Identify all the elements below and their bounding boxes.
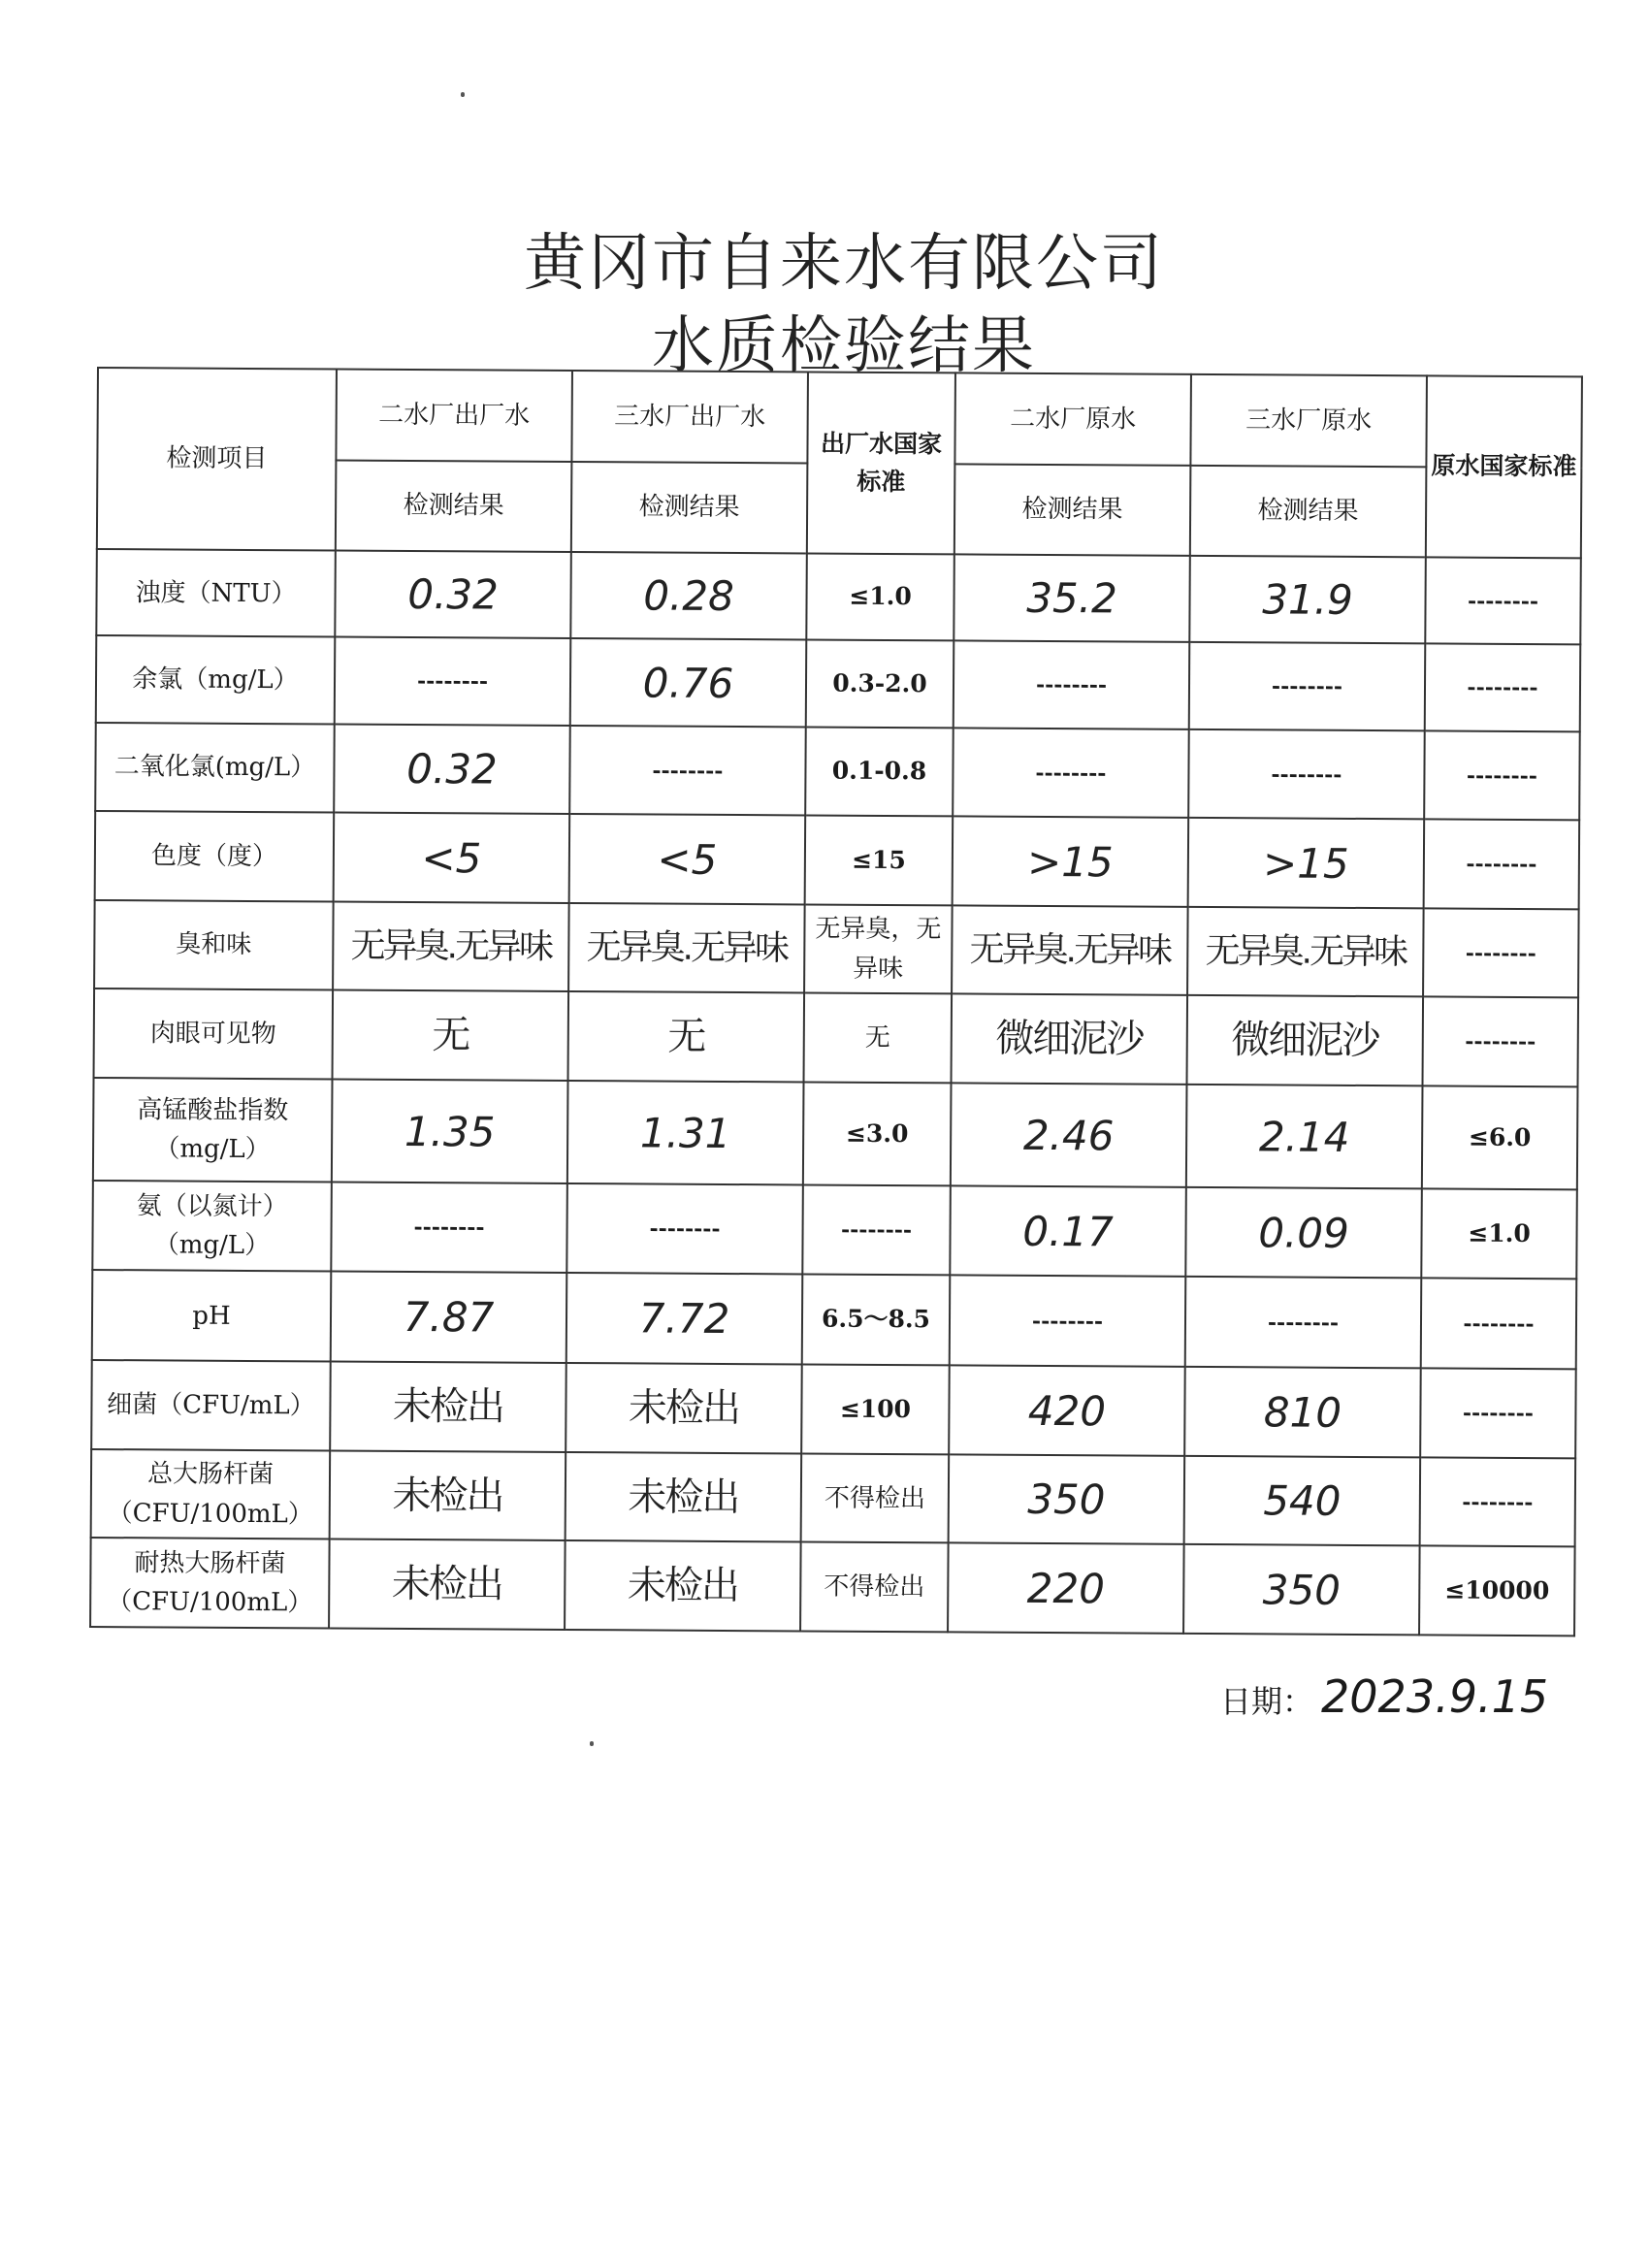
result-cell: -------- [1189, 642, 1426, 730]
result-cell: 未检出 [330, 1450, 566, 1540]
standard-cell: 0.3-2.0 [806, 640, 954, 728]
result-cell: 540 [1184, 1456, 1421, 1546]
result-cell: 0.32 [335, 551, 571, 639]
result-cell: 420 [949, 1366, 1185, 1456]
corner-header: 检测项目 [97, 368, 337, 551]
scan-speck [590, 1741, 594, 1746]
result-cell: 未检出 [566, 1363, 802, 1453]
result-cell: 无异臭.无异味 [1187, 907, 1424, 997]
row-label: 臭和味 [94, 900, 334, 990]
result-cell: 微细泥沙 [952, 994, 1188, 1085]
result-cell: <5 [334, 813, 570, 903]
result-cell: 350 [1183, 1544, 1420, 1635]
standard-cell: 0.1-0.8 [805, 727, 954, 816]
table-row [91, 1360, 1576, 1458]
result-cell: 0.28 [570, 552, 807, 640]
result-cell: >15 [953, 817, 1189, 907]
result-cell: -------- [1188, 729, 1425, 820]
standard-cell: ≤1.0 [806, 553, 954, 640]
result-cell: -------- [335, 637, 571, 726]
result-cell: -------- [331, 1183, 567, 1273]
table-row [92, 1270, 1577, 1370]
standard-cell: 不得检出 [800, 1542, 949, 1633]
date-label: 日期： [1220, 1683, 1314, 1720]
result-cell: -------- [953, 728, 1189, 818]
table-row [94, 900, 1579, 998]
col-header-output-standard: 出厂水国家标准 [807, 372, 955, 554]
row-label: 总大肠杆菌（CFU/100mL） [91, 1449, 331, 1539]
standard-cell: 无 [804, 993, 953, 1083]
sub-header-result: 检测结果 [954, 464, 1191, 556]
result-cell: -------- [569, 726, 806, 816]
standard-cell: -------- [1420, 1457, 1576, 1546]
table-row [90, 1538, 1575, 1636]
standard-cell: -------- [1425, 557, 1581, 644]
col-header-plant2-raw: 二水厂原水 [954, 373, 1191, 465]
col-header-raw-standard: 原水国家标准 [1426, 375, 1582, 558]
table-row [95, 811, 1580, 909]
standard-cell: -------- [1422, 997, 1578, 1086]
result-cell: 2.46 [951, 1083, 1187, 1187]
result-cell: 0.32 [334, 724, 570, 814]
standard-cell: 6.5～8.5 [802, 1274, 951, 1365]
row-label: 色度（度） [95, 811, 335, 901]
standard-cell: ≤100 [801, 1365, 950, 1454]
table-row [94, 988, 1579, 1086]
result-cell: 0.17 [950, 1186, 1186, 1277]
col-header-plant3-raw: 三水厂原水 [1190, 374, 1427, 467]
standard-cell: -------- [1423, 908, 1579, 997]
result-cell: 1.31 [567, 1081, 804, 1185]
result-cell: -------- [950, 1275, 1186, 1367]
result-cell: 未检出 [329, 1539, 566, 1630]
row-label: 高锰酸盐指数（mg/L） [93, 1078, 333, 1183]
table-row [91, 1449, 1576, 1547]
table-row [96, 635, 1581, 731]
result-cell: 350 [949, 1454, 1185, 1544]
col-header-plant3-output: 三水厂出厂水 [571, 371, 808, 463]
sub-header-result: 检测结果 [336, 460, 572, 552]
standard-cell: ≤15 [805, 816, 954, 905]
result-cell: >15 [1188, 818, 1425, 908]
standard-cell: ≤3.0 [803, 1082, 952, 1186]
company-title: 黄冈市自来水有限公司 [524, 228, 1164, 300]
water-quality-table [89, 367, 1583, 1636]
row-label: 肉眼可见物 [94, 988, 334, 1079]
result-cell: 810 [1184, 1367, 1421, 1457]
table-row [95, 723, 1580, 821]
result-cell: -------- [954, 641, 1190, 729]
standard-cell: -------- [1420, 1369, 1576, 1458]
standard-cell: 无异臭，无异味 [804, 904, 953, 993]
result-cell: 未检出 [330, 1362, 566, 1452]
col-header-plant2-output: 二水厂出厂水 [336, 370, 572, 462]
result-cell: 无 [568, 991, 805, 1082]
result-cell: 未检出 [566, 1452, 802, 1542]
result-cell: 无异臭.无异味 [568, 903, 805, 993]
report-title: 水质检验结果 [652, 310, 1036, 382]
standard-cell: ≤10000 [1419, 1546, 1575, 1636]
result-cell: 0.76 [570, 638, 807, 727]
row-label: 余氯（mg/L） [96, 635, 336, 724]
date-line [1220, 1670, 1548, 1723]
result-cell: 35.2 [954, 554, 1190, 642]
table-row [93, 1078, 1578, 1190]
standard-cell: -------- [802, 1185, 951, 1275]
table-row [92, 1181, 1577, 1279]
result-cell: 无异臭.无异味 [952, 905, 1188, 995]
scan-speck [461, 92, 465, 97]
result-cell: 7.87 [331, 1271, 567, 1363]
sub-header-result: 检测结果 [571, 461, 808, 553]
standard-cell: ≤1.0 [1421, 1189, 1577, 1279]
standard-cell: 不得检出 [801, 1453, 950, 1542]
row-label: 耐热大肠杆菌（CFU/100mL） [90, 1538, 330, 1628]
sub-header-result: 检测结果 [1190, 465, 1427, 557]
table-row [96, 549, 1581, 645]
row-label: pH [92, 1270, 332, 1362]
row-label: 氨（以氮计）（mg/L） [92, 1181, 332, 1271]
result-cell: -------- [566, 1183, 803, 1274]
result-cell: 220 [948, 1543, 1184, 1634]
date-value: 2023.9.15 [1321, 1670, 1549, 1723]
result-cell: 微细泥沙 [1187, 995, 1424, 1085]
result-cell: 7.72 [566, 1273, 803, 1365]
result-cell: 无异臭.无异味 [333, 901, 569, 991]
standard-cell: ≤6.0 [1422, 1085, 1578, 1190]
result-cell: 2.14 [1186, 1085, 1423, 1189]
standard-cell: -------- [1425, 644, 1581, 731]
row-label: 细菌（CFU/mL） [91, 1360, 331, 1450]
result-cell: -------- [1185, 1277, 1422, 1369]
row-label: 浊度（NTU） [96, 549, 336, 637]
result-cell: 0.09 [1185, 1187, 1422, 1278]
standard-cell: -------- [1424, 730, 1580, 820]
standard-cell: -------- [1421, 1278, 1577, 1369]
standard-cell: -------- [1424, 820, 1580, 909]
result-cell: <5 [569, 814, 806, 904]
result-cell: 无 [333, 990, 569, 1081]
result-cell: 31.9 [1189, 556, 1426, 644]
result-cell: 未检出 [565, 1540, 801, 1631]
result-cell: 1.35 [332, 1079, 568, 1183]
row-label: 二氧化氯(mg/L） [95, 723, 335, 813]
